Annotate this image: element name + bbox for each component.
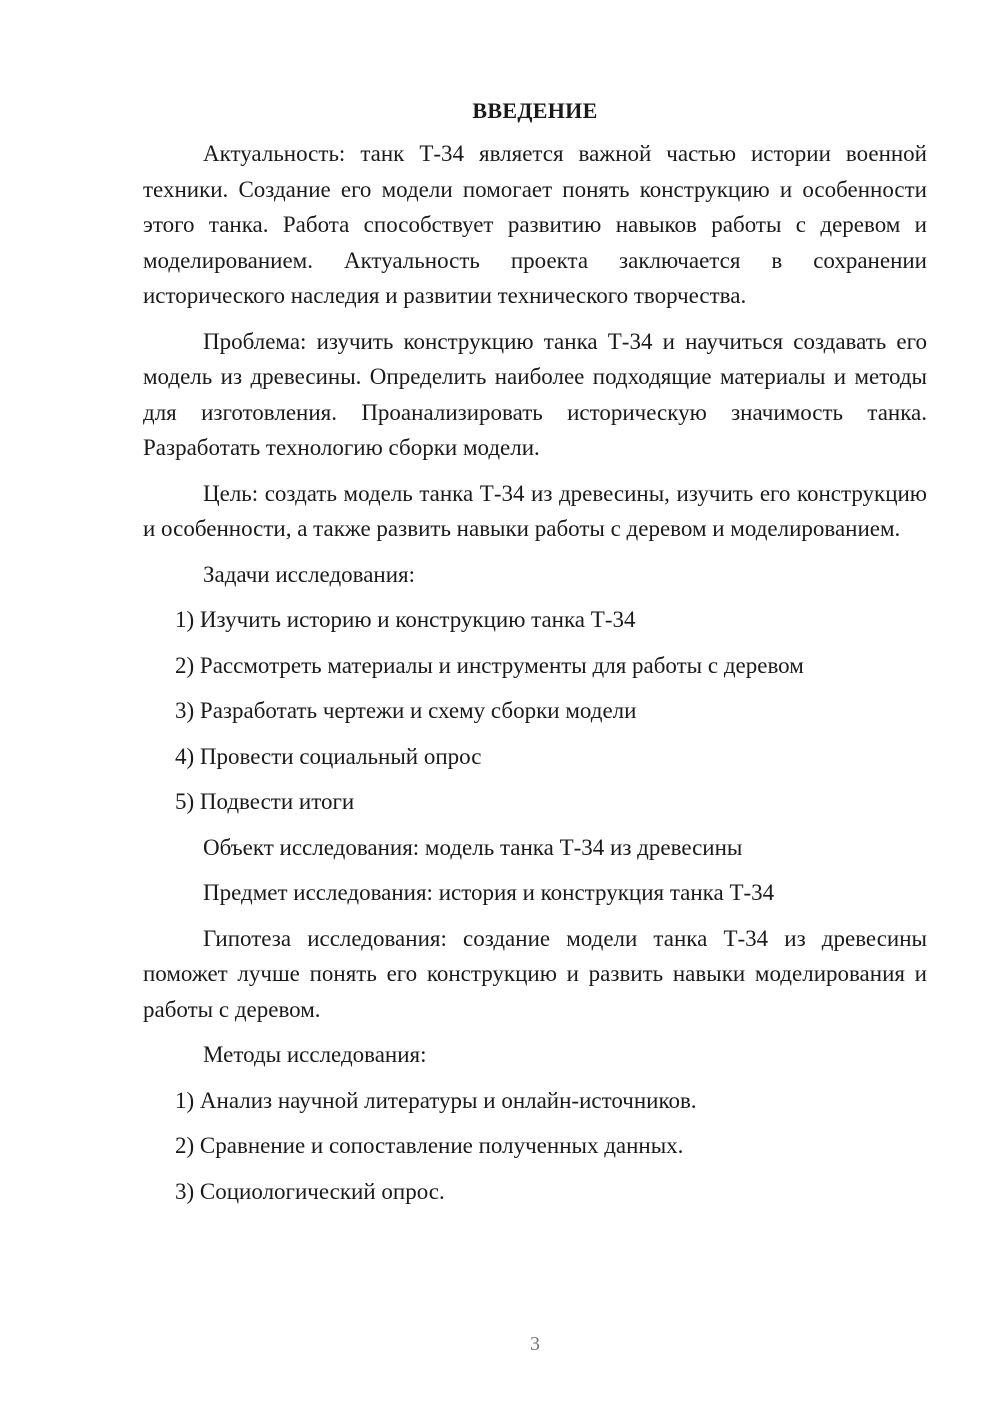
task-item: 2) Рассмотреть материалы и инструменты для работы с деревом [175,652,804,678]
task-item: 4) Провести социальный опрос [175,743,482,769]
section-title: ВВЕДЕНИЕ [472,98,598,123]
method-item: 3) Социологический опрос. [175,1178,445,1204]
research-subject: Предмет исследования: история и конструкция танка Т-34 [203,880,775,905]
page-content [143,96,927,1219]
hypothesis-paragraph: Гипотеза исследования: создание модели танка Т-34 из древесины поможет лучше понять его конструкцию и развить навыки моделирования и работы с деревом. [143,925,927,1022]
method-item: 1) Анализ научной литературы и онлайн-источников. [175,1087,697,1113]
task-item: 1) Изучить историю и конструкцию танка Т-34 [175,607,636,632]
relevance-paragraph: Актуальность: танк Т-34 является важной частью истории военной техники. Создание его модели помогает понять конструкцию и особенности этого танка. Работа способствует развитию навыков работы с деревом и моделированием. Актуальность проекта заключается в сохранении исторического наследия и развитии технического творчества. [143,141,927,308]
problem-paragraph: Проблема: изучить конструкцию танка Т-34 и научиться создавать его модель из древесины. Определить наиболее подходящие материалы и методы для изготовления. Проанализировать историческую значимость танка. Разработать технологию сборки модели. [143,328,927,460]
task-item: 3) Разработать чертежи и схему сборки модели [175,698,637,723]
tasks-heading: Задачи исследования: [203,561,416,587]
goal-paragraph: Цель: создать модель танка Т-34 из древесины, изучить его конструкцию и особенности, а также развить навыки работы с деревом и моделированием. [143,480,927,541]
method-item: 2) Сравнение и сопоставление полученных данных. [175,1133,684,1158]
research-object: Объект исследования: модель танка Т-34 из древесины [203,834,743,860]
page-number: 3 [530,1333,540,1355]
task-item: 5) Подвести итоги [175,789,355,814]
methods-heading: Методы исследования: [203,1042,427,1067]
